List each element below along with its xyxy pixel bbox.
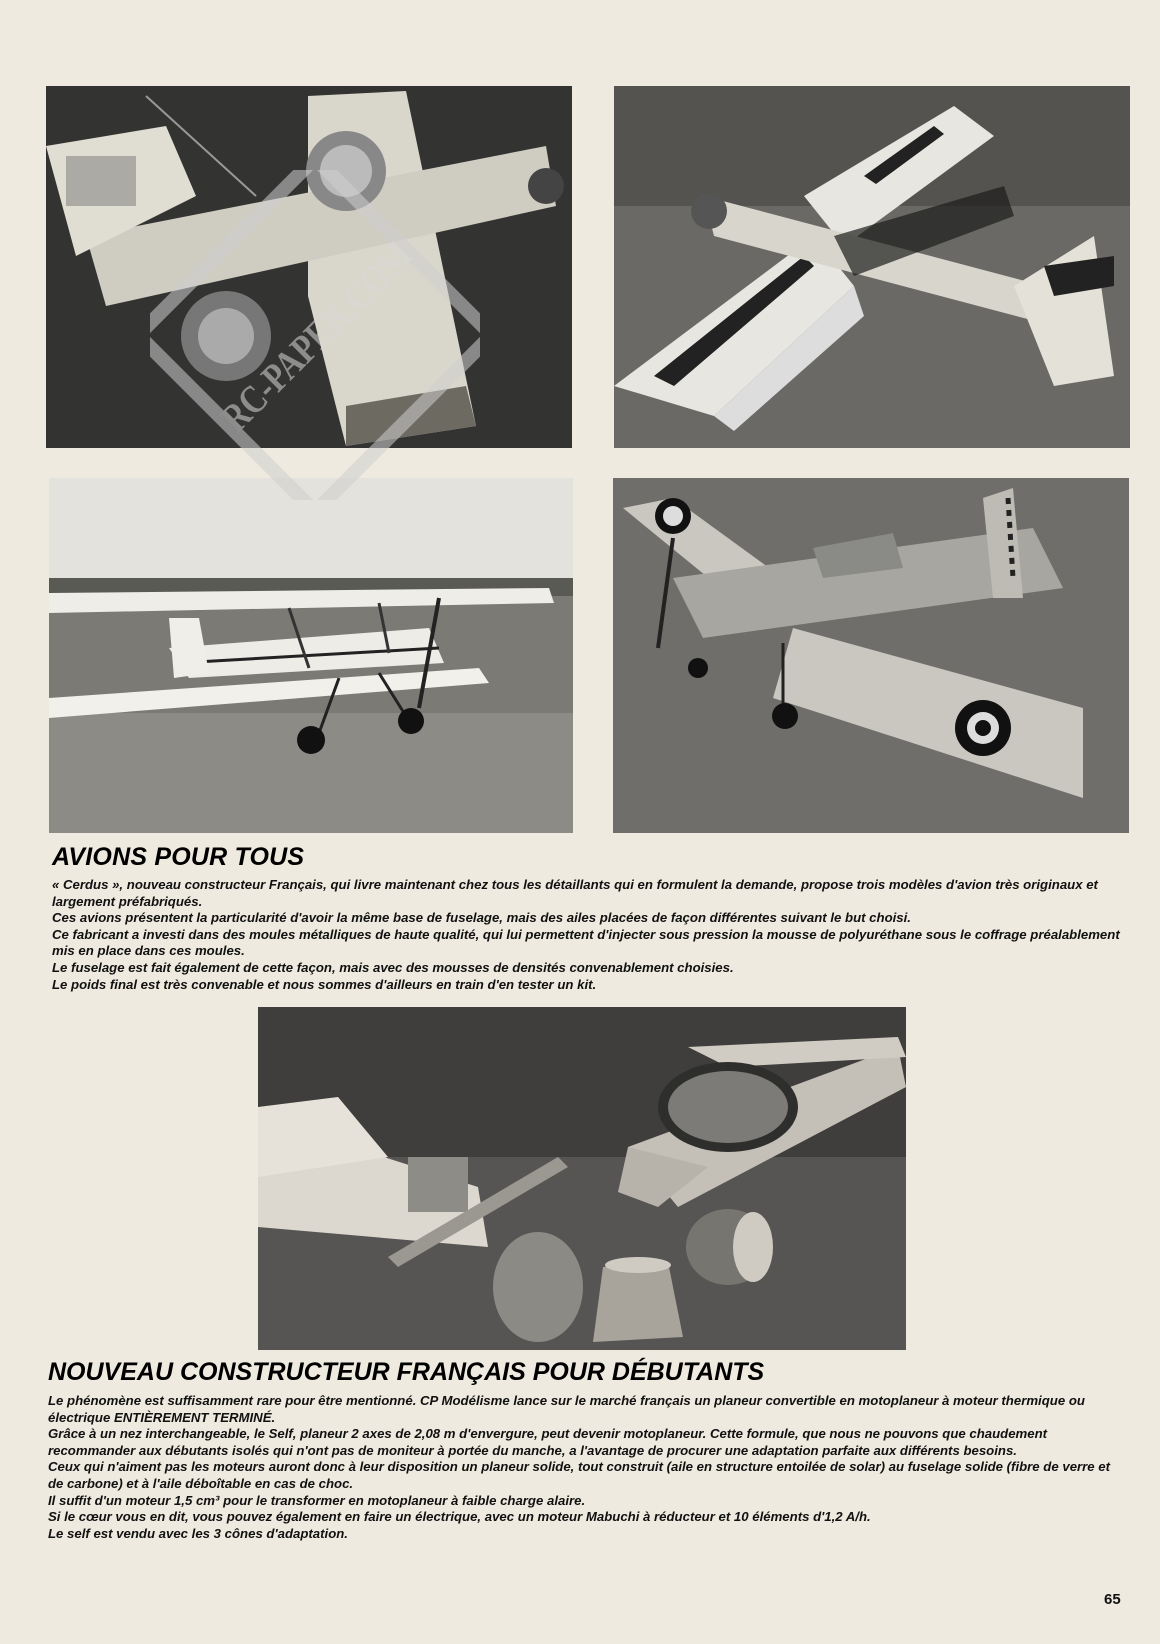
photo-biplane-model <box>49 478 573 833</box>
photo-striped-wing-model <box>614 86 1130 448</box>
page-number: 65 <box>1104 1591 1121 1608</box>
paragraph: Le self est vendu avec les 3 cônes d'adaptation. <box>48 1525 348 1541</box>
paragraph: « Cerdus », nouveau constructeur Français, qui livre maintenant chez tous les détaillants qui en formulent la demande, propose trois modèles d'avion très originaux et largement préfabriqués. <box>52 877 1098 909</box>
paragraph: Grâce à un nez interchangeable, le Self, planeur 2 axes de 2,08 m d'envergure, peut devenir motoplaneur. Cette formule, que nous ne pouvons que chaudement recommander aux débutants isolés qui n'ont pas de moniteur à portée du manche, a l'avantage de procurer une adaptation parfaite aux différents besoins. <box>48 1426 1048 1458</box>
photo-low-wing-military-model <box>613 478 1129 833</box>
section-title-nouveau-constructeur: NOUVEAU CONSTRUCTEUR FRANÇAIS POUR DÉBUTANTS <box>48 1358 765 1386</box>
photo-high-wing-model-top-view <box>46 86 572 448</box>
watermark-text: RC-PAPER.COM <box>211 189 463 441</box>
article-1-body <box>52 877 1122 993</box>
paragraph: Ceux qui n'aiment pas les moteurs auront donc à leur disposition un planeur solide, tout construit (aile en structure entoilée de solar) au fuselage solide (fibre de verre et de carbone) et à l'aile déboîtable en cas de choc. <box>48 1459 1111 1491</box>
paragraph: Le phénomène est suffisamment rare pour être mentionné. CP Modélisme lance sur le marché français un planeur convertible en motoplaneur à moteur thermique ou électrique ENTIÈREMENT TERMINÉ. <box>48 1393 1085 1425</box>
section-title-avions-pour-tous: AVIONS POUR TOUS <box>52 843 305 871</box>
paragraph: Si le cœur vous en dit, vous pouvez également en faire un électrique, avec un moteur Mabuchi à réducteur et 10 éléments d'1,2 A/h. <box>48 1509 871 1525</box>
paragraph: Ce fabricant a investi dans des moules métalliques de haute qualité, qui lui permettent d'injecter sous pression la mousse de polyuréthane sous le coffrage préalablement mis en place dans ces moules. <box>52 926 1120 959</box>
article-2-body <box>48 1393 1118 1542</box>
paragraph: Ces avions présentent la particularité d'avoir la même base de fuselage, mais des ailes placées de façon différentes suivant le but choisi. <box>52 910 911 926</box>
paragraph: Le fuselage est fait également de cette façon, mais avec des mousses de densités convenablement choisies. <box>52 959 734 975</box>
paragraph: Le poids final est très convenable et nous sommes d'ailleurs en train d'en tester un kit. <box>52 976 597 992</box>
paragraph: Il suffit d'un moteur 1,5 cm³ pour le transformer en motoplaneur à faible charge alaire. <box>48 1492 586 1508</box>
photo-self-glider-noses <box>258 1007 906 1350</box>
